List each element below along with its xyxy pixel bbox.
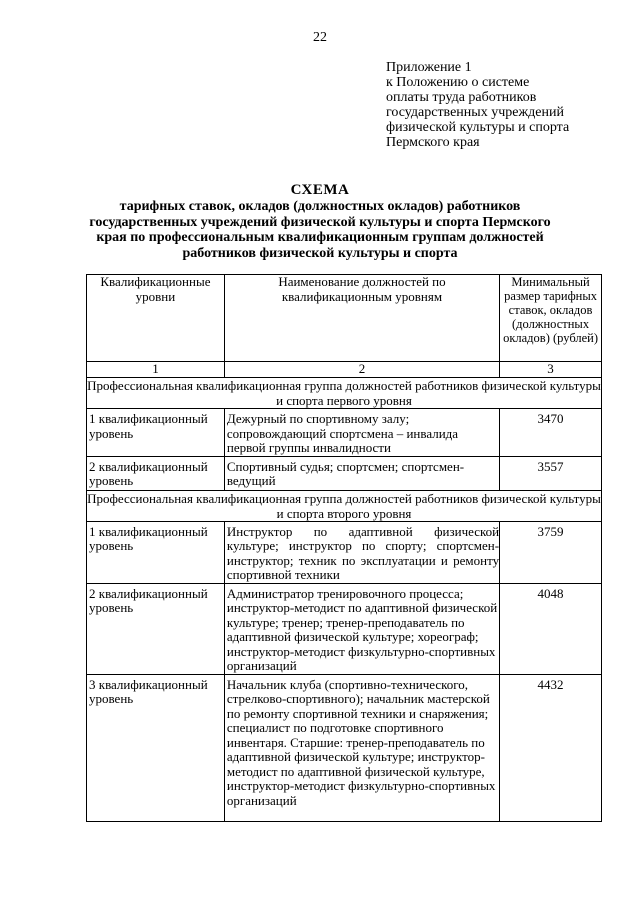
salary-value: 4432	[500, 674, 602, 821]
position-names: Инструктор по адаптивной физической культуре; инструктор по спорту; спортсмен-инструктор; техник по эксплуатации и ремонту спортивной техники	[224, 521, 499, 583]
header-positions: Наименование должностей по квалификационным уровням	[224, 275, 499, 362]
salary-value: 3470	[500, 409, 602, 457]
appendix-line: к Положению о системе	[386, 75, 530, 90]
group-header-row	[87, 378, 602, 409]
table-header-row	[87, 275, 602, 362]
appendix-header	[386, 60, 626, 150]
group-header-row	[87, 490, 602, 521]
table-row	[87, 583, 602, 674]
column-number-row	[87, 362, 602, 378]
column-number: 2	[224, 362, 499, 378]
header-levels: Квалификационные уровни	[87, 275, 225, 362]
appendix-line: государственных учреждений	[386, 105, 564, 120]
position-names: Спортивный судья; спортсмен; спортсмен-ведущий	[224, 456, 499, 490]
column-number: 3	[500, 362, 602, 378]
qualification-level: 2 квалификационный уровень	[87, 583, 225, 674]
document-title: СХЕМА	[290, 182, 350, 198]
table-row	[87, 409, 602, 457]
subtitle-line: края по профессиональным квалификационным группам должностей	[96, 230, 544, 245]
salary-value: 4048	[500, 583, 602, 674]
qualification-level: 1 квалификационный уровень	[87, 521, 225, 583]
group-title-first-level: Профессиональная квалификационная группа должностей работников физической культуры и спорта первого уровня	[87, 378, 601, 408]
appendix-line: оплаты труда работников	[386, 90, 537, 105]
header-salary: Минимальный размер тарифных ставок, окладов (должностных окладов) (рублей)	[500, 275, 602, 362]
salary-table	[86, 274, 602, 822]
salary-value: 3759	[500, 521, 602, 583]
position-names: Дежурный по спортивному залу; сопровождающий спортсмена – инвалида первой группы инвалидности	[224, 409, 499, 457]
document-subtitle	[70, 199, 570, 261]
appendix-line: Пермского края	[386, 135, 480, 150]
subtitle-line: государственных учреждений физической культуры и спорта Пермского	[89, 214, 551, 230]
subtitle-line: работников физической культуры и спорта	[182, 245, 458, 261]
salary-value: 3557	[500, 456, 602, 490]
qualification-level: 3 квалификационный уровень	[87, 674, 225, 821]
appendix-line: Приложение 1	[386, 60, 472, 75]
position-names: Начальник клуба (спортивно-технического, стрелково-спортивного); начальник мастерской по ремонту спортивной техники и снаряжения; специалист по подготовке спортивного инвентаря. Старшие: тренер-преподаватель по адаптивной физической культуре; инструктор-методист по адаптивной физической культуре, инструктор-методист физкультурно-спортивных организаций	[224, 674, 499, 821]
group-title-second-level: Профессиональная квалификационная группа должностей работников физической культуры и спорта второго уровня	[87, 490, 601, 521]
column-number: 1	[87, 362, 225, 378]
table-row	[87, 674, 602, 821]
subtitle-line: тарифных ставок, окладов (должностных окладов) работников	[119, 199, 521, 214]
qualification-level: 2 квалификационный уровень	[87, 456, 225, 490]
page-number: 22	[313, 30, 327, 45]
table-row	[87, 521, 602, 583]
appendix-line: физической культуры и спорта	[386, 120, 570, 135]
position-names: Администратор тренировочного процесса; инструктор-методист по адаптивной физической культуре; тренер; тренер-преподаватель по адаптивной физической культуре; хореограф; инструктор-методист физкультурно-спортивных организаций	[224, 583, 499, 674]
qualification-level: 1 квалификационный уровень	[87, 409, 225, 457]
table-row	[87, 456, 602, 490]
